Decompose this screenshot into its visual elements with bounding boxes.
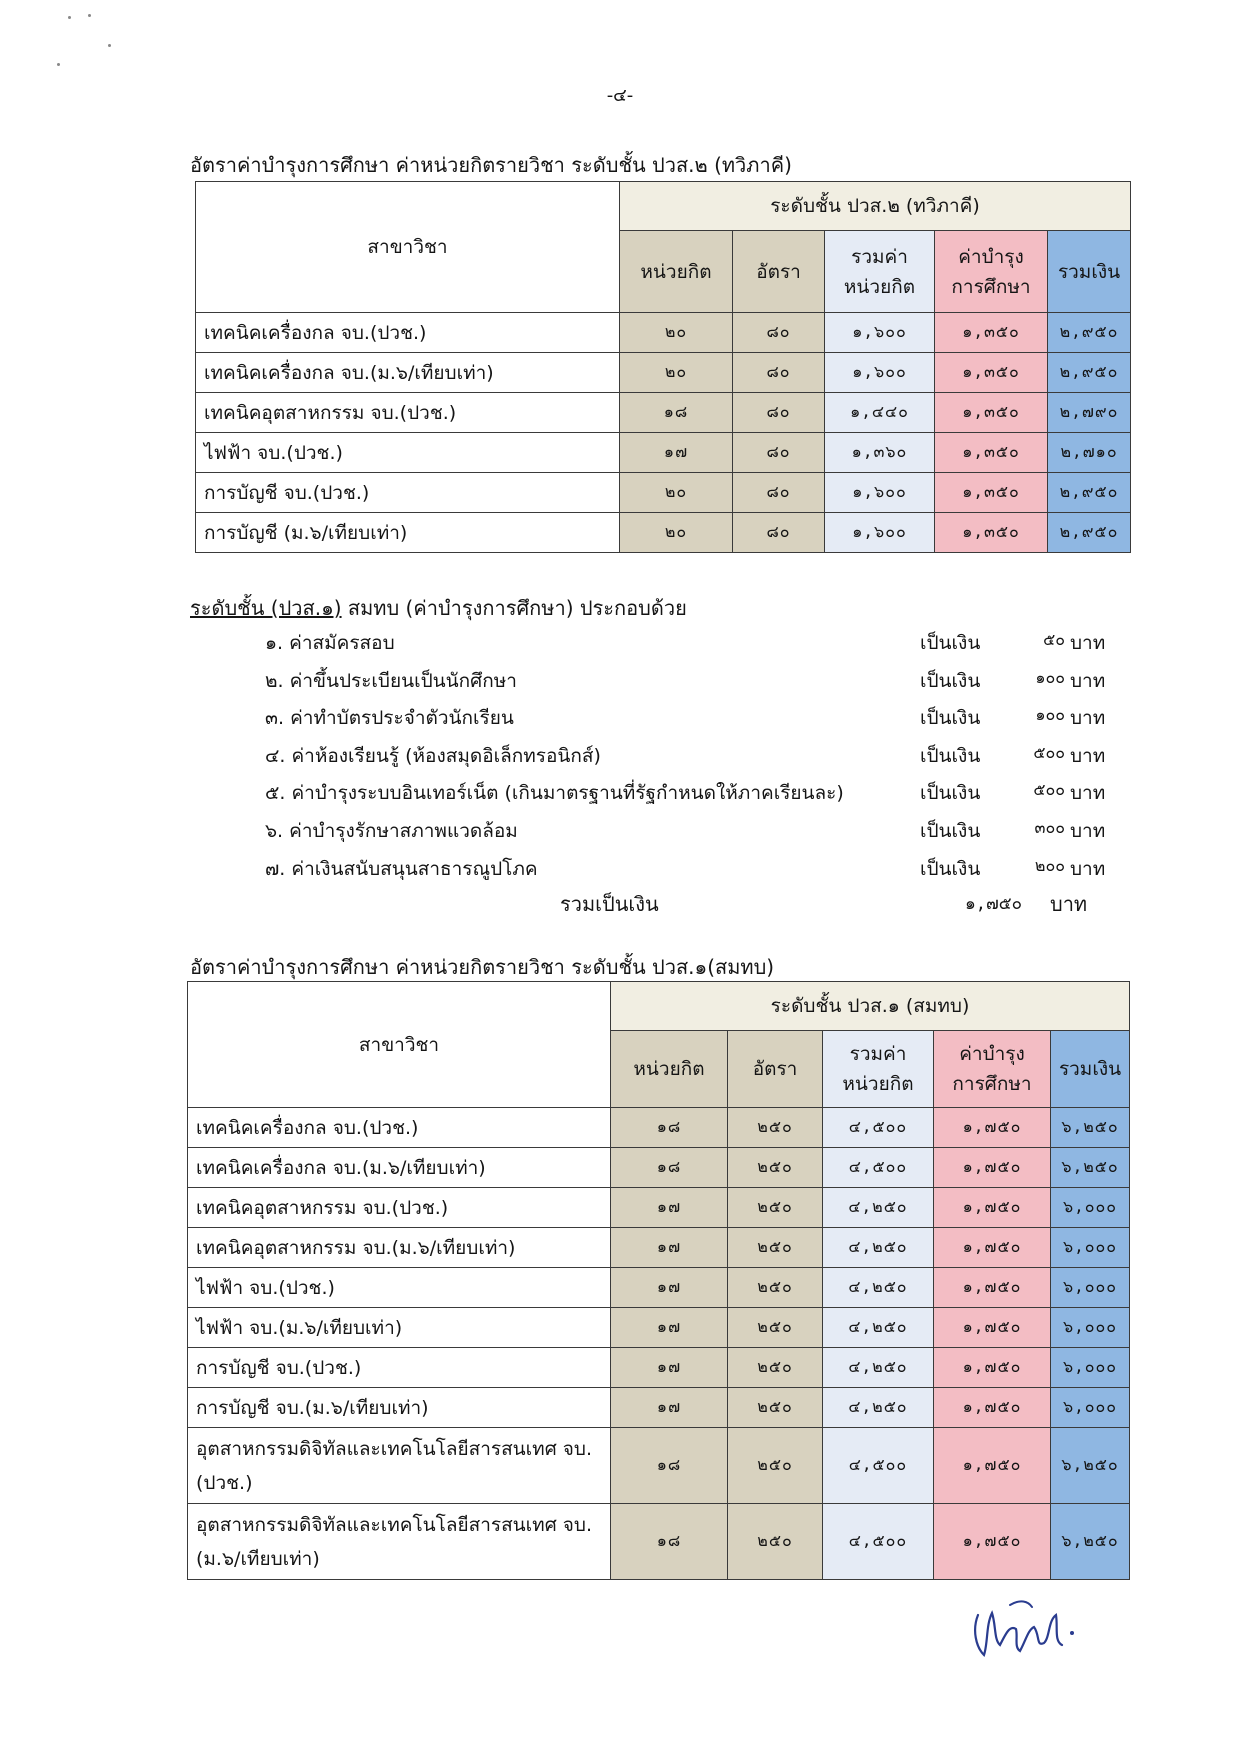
rate-cell: ๒๕๐ (728, 1308, 823, 1348)
maintenance-cell: ๑,๗๕๐ (934, 1428, 1051, 1504)
credit-cell: ๑๗ (611, 1308, 728, 1348)
total-cell: ๒,๙๕๐ (1048, 313, 1131, 353)
table-row (196, 433, 1131, 473)
fee-item (265, 699, 1106, 737)
major-name: การบัญชี จบ.(ปวช.) (188, 1348, 611, 1388)
fee-item-unit: บาท (1070, 857, 1106, 880)
credit-cell: ๑๗ (611, 1388, 728, 1428)
credit-cell: ๑๘ (611, 1504, 728, 1580)
credit-cell: ๑๘ (611, 1108, 728, 1148)
fee-item-label: ๓. ค่าทำบัตรประจำตัวนักเรียน (265, 707, 514, 730)
maintenance-cell: ๑,๗๕๐ (934, 1504, 1051, 1580)
credit-total-cell: ๔,๒๕๐ (823, 1268, 934, 1308)
major-name: อุตสาหกรรมดิจิทัลและเทคโนโลยีสารสนเทศ จบ.(ม.๖/เทียบเท่า) (188, 1504, 611, 1580)
table-row (188, 1148, 1130, 1188)
fee-item-amount: ๒๐๐ (1034, 855, 1065, 875)
fee-item-unit: บาท (1070, 819, 1106, 842)
major-name: ไฟฟ้า จบ.(ม.๖/เทียบเท่า) (188, 1308, 611, 1348)
credit-cell: ๑๘ (611, 1148, 728, 1188)
fee-item-amount: ๕๐๐ (1033, 780, 1065, 800)
total-cell: ๒,๗๙๐ (1048, 393, 1131, 433)
rate-cell: ๘๐ (733, 473, 825, 513)
rate-cell: ๒๕๐ (728, 1504, 823, 1580)
major-name: ไฟฟ้า จบ.(ปวช.) (188, 1268, 611, 1308)
fee-item-amount: ๑๐๐ (1035, 667, 1065, 687)
fee-item-unit: บาท (1070, 744, 1106, 767)
maintenance-cell: ๑,๗๕๐ (934, 1268, 1051, 1308)
header-rate: อัตรา (733, 231, 825, 313)
rate-cell: ๘๐ (733, 393, 825, 433)
credit-total-cell: ๔,๕๐๐ (823, 1108, 934, 1148)
table-row (188, 1108, 1130, 1148)
fee-item-unit: บาท (1070, 707, 1106, 730)
rate-cell: ๘๐ (733, 353, 825, 393)
fee-list-heading-level: ระดับชั้น (ปวส.๑) (190, 596, 342, 620)
header-total: รวมเงิน (1051, 1031, 1130, 1108)
major-name: อุตสาหกรรมดิจิทัลและเทคโนโลยีสารสนเทศ จบ.(ปวช.) (188, 1428, 611, 1504)
major-name: ไฟฟ้า จบ.(ปวช.) (196, 433, 620, 473)
credit-total-cell: ๔,๕๐๐ (823, 1148, 934, 1188)
total-cell: ๖,๐๐๐ (1051, 1228, 1130, 1268)
rate-cell: ๒๕๐ (728, 1228, 823, 1268)
header-major: สาขาวิชา (196, 182, 620, 313)
fee-table-pvs1 (187, 981, 1130, 1580)
header-rate: อัตรา (728, 1031, 823, 1108)
fee-item-label: ๔. ค่าห้องเรียนรู้ (ห้องสมุดอิเล็กทรอนิกส์) (265, 744, 601, 767)
table-row (188, 1388, 1130, 1428)
table2-title: อัตราค่าบำรุงการศึกษา ค่าหน่วยกิตรายวิชา ระดับชั้น ปวส.๑(สมทบ) (190, 955, 775, 979)
table-row (188, 1268, 1130, 1308)
fee-total-label: รวมเป็นเงิน (560, 892, 659, 916)
total-cell: ๖,๒๕๐ (1051, 1428, 1130, 1504)
major-name: เทคนิคเครื่องกล จบ.(ม.๖/เทียบเท่า) (196, 353, 620, 393)
fee-item-unit: บาท (1070, 632, 1106, 654)
credit-total-cell: ๔,๕๐๐ (823, 1504, 934, 1580)
rate-cell: ๒๕๐ (728, 1428, 823, 1504)
maintenance-cell: ๑,๗๕๐ (934, 1388, 1051, 1428)
fee-list (265, 624, 1106, 887)
table-row (196, 513, 1131, 553)
fee-item-amount: ๕๐ (1043, 630, 1065, 649)
total-cell: ๒,๙๕๐ (1048, 353, 1131, 393)
table1-title: อัตราค่าบำรุงการศึกษา ค่าหน่วยกิตรายวิชา ระดับชั้น ปวส.๒ (ทวิภาคี) (190, 153, 792, 177)
total-cell: ๖,๒๕๐ (1051, 1504, 1130, 1580)
fee-item-prefix: เป็นเงิน (920, 707, 981, 730)
credit-total-cell: ๑,๖๐๐ (825, 473, 935, 513)
credit-cell: ๑๗ (611, 1348, 728, 1388)
header-credit: หน่วยกิต (620, 231, 733, 313)
maintenance-cell: ๑,๓๕๐ (935, 353, 1048, 393)
major-name: เทคนิคอุตสาหกรรม จบ.(ปวช.) (196, 393, 620, 433)
total-cell: ๒,๗๑๐ (1048, 433, 1131, 473)
total-cell: ๖,๐๐๐ (1051, 1308, 1130, 1348)
credit-cell: ๑๗ (611, 1268, 728, 1308)
table-row (188, 1428, 1130, 1504)
header-credit: หน่วยกิต (611, 1031, 728, 1108)
fee-item-prefix: เป็นเงิน (920, 819, 981, 842)
credit-cell: ๑๗ (620, 433, 733, 473)
credit-total-cell: ๔,๒๕๐ (823, 1188, 934, 1228)
credit-total-cell: ๑,๖๐๐ (825, 313, 935, 353)
major-name: การบัญชี จบ.(ม.๖/เทียบเท่า) (188, 1388, 611, 1428)
header-maintenance: ค่าบำรุง การศึกษา (934, 1031, 1051, 1108)
table-row (196, 393, 1131, 433)
total-cell: ๖,๐๐๐ (1051, 1388, 1130, 1428)
total-cell: ๒,๙๕๐ (1048, 513, 1131, 553)
header-level: ระดับชั้น ปวส.๒ (ทวิภาคี) (620, 182, 1131, 231)
credit-total-cell: ๑,๖๐๐ (825, 353, 935, 393)
fee-item-prefix: เป็นเงิน (920, 782, 981, 805)
maintenance-cell: ๑,๓๕๐ (935, 433, 1048, 473)
fee-item-unit: บาท (1070, 669, 1106, 692)
maintenance-cell: ๑,๗๕๐ (934, 1188, 1051, 1228)
credit-cell: ๑๗ (611, 1228, 728, 1268)
credit-total-cell: ๔,๒๕๐ (823, 1348, 934, 1388)
maintenance-cell: ๑,๗๕๐ (934, 1228, 1051, 1268)
credit-total-cell: ๔,๒๕๐ (823, 1388, 934, 1428)
total-cell: ๒,๙๕๐ (1048, 473, 1131, 513)
fee-item-amount: ๕๐๐ (1033, 742, 1065, 762)
header-level: ระดับชั้น ปวส.๑ (สมทบ) (611, 982, 1130, 1031)
major-name: การบัญชี (ม.๖/เทียบเท่า) (196, 513, 620, 553)
fee-item (265, 737, 1106, 775)
major-name: การบัญชี จบ.(ปวช.) (196, 473, 620, 513)
fee-item-label: ๑. ค่าสมัครสอบ (265, 632, 395, 654)
fee-item-prefix: เป็นเงิน (920, 632, 981, 654)
major-name: เทคนิคอุตสาหกรรม จบ.(ปวช.) (188, 1188, 611, 1228)
total-cell: ๖,๒๕๐ (1051, 1108, 1130, 1148)
header-major: สาขาวิชา (188, 982, 611, 1108)
table-row (188, 1188, 1130, 1228)
maintenance-cell: ๑,๗๕๐ (934, 1148, 1051, 1188)
credit-cell: ๑๘ (611, 1428, 728, 1504)
table-row (188, 1228, 1130, 1268)
fee-item-label: ๕. ค่าบำรุงระบบอินเทอร์เน็ต (เกินมาตรฐานที่รัฐกำหนดให้ภาคเรียนละ) (265, 782, 844, 805)
rate-cell: ๒๕๐ (728, 1388, 823, 1428)
credit-total-cell: ๔,๕๐๐ (823, 1428, 934, 1504)
table-row (196, 473, 1131, 513)
table-row (188, 1504, 1130, 1580)
total-cell: ๖,๒๕๐ (1051, 1148, 1130, 1188)
fee-item (265, 774, 1106, 812)
header-credit-total: รวมค่า หน่วยกิต (823, 1031, 934, 1108)
fee-total-unit: บาท (1050, 892, 1088, 916)
fee-item-label: ๒. ค่าขึ้นประเบียนเป็นนักศึกษา (265, 669, 517, 692)
fee-table-pvs2 (195, 181, 1131, 553)
credit-total-cell: ๑,๔๔๐ (825, 393, 935, 433)
maintenance-cell: ๑,๗๕๐ (934, 1348, 1051, 1388)
fee-item-label: ๖. ค่าบำรุงรักษาสภาพแวดล้อม (265, 819, 518, 842)
fee-item-prefix: เป็นเงิน (920, 669, 981, 692)
credit-cell: ๑๘ (620, 393, 733, 433)
total-cell: ๖,๐๐๐ (1051, 1268, 1130, 1308)
major-name: เทคนิคอุตสาหกรรม จบ.(ม.๖/เทียบเท่า) (188, 1228, 611, 1268)
fee-item-unit: บาท (1070, 782, 1106, 805)
fee-list-heading-text: สมทบ (ค่าบำรุงการศึกษา) ประกอบด้วย (341, 596, 687, 620)
rate-cell: ๒๕๐ (728, 1188, 823, 1228)
fee-item-prefix: เป็นเงิน (920, 744, 981, 767)
credit-cell: ๑๗ (611, 1188, 728, 1228)
maintenance-cell: ๑,๓๕๐ (935, 313, 1048, 353)
maintenance-cell: ๑,๓๕๐ (935, 473, 1048, 513)
header-maintenance: ค่าบำรุง การศึกษา (935, 231, 1048, 313)
major-name: เทคนิคเครื่องกล จบ.(ปวช.) (196, 313, 620, 353)
major-name: เทคนิคเครื่องกล จบ.(ม.๖/เทียบเท่า) (188, 1148, 611, 1188)
page-number: -๔- (606, 85, 634, 106)
maintenance-cell: ๑,๓๕๐ (935, 513, 1048, 553)
maintenance-cell: ๑,๓๕๐ (935, 393, 1048, 433)
credit-total-cell: ๑,๓๖๐ (825, 433, 935, 473)
total-cell: ๖,๐๐๐ (1051, 1188, 1130, 1228)
credit-total-cell: ๔,๒๕๐ (823, 1228, 934, 1268)
handwritten-signature-icon (970, 1585, 1080, 1660)
rate-cell: ๒๕๐ (728, 1108, 823, 1148)
maintenance-cell: ๑,๗๕๐ (934, 1108, 1051, 1148)
fee-item-amount: ๓๐๐ (1034, 817, 1065, 837)
fee-item (265, 812, 1106, 850)
credit-cell: ๒๐ (620, 473, 733, 513)
major-name: เทคนิคเครื่องกล จบ.(ปวช.) (188, 1108, 611, 1148)
fee-item (265, 850, 1106, 888)
header-total: รวมเงิน (1048, 231, 1131, 313)
rate-cell: ๘๐ (733, 433, 825, 473)
fee-list-heading (190, 592, 687, 624)
fee-item (265, 624, 1106, 662)
rate-cell: ๘๐ (733, 513, 825, 553)
table-row (196, 353, 1131, 393)
table-row (196, 313, 1131, 353)
total-cell: ๖,๐๐๐ (1051, 1348, 1130, 1388)
credit-cell: ๒๐ (620, 513, 733, 553)
credit-cell: ๒๐ (620, 353, 733, 393)
rate-cell: ๒๕๐ (728, 1348, 823, 1388)
credit-total-cell: ๔,๒๕๐ (823, 1308, 934, 1348)
table-row (188, 1348, 1130, 1388)
fee-item-prefix: เป็นเงิน (920, 857, 981, 880)
fee-item (265, 662, 1106, 700)
credit-cell: ๒๐ (620, 313, 733, 353)
header-credit-total: รวมค่า หน่วยกิต (825, 231, 935, 313)
credit-total-cell: ๑,๖๐๐ (825, 513, 935, 553)
fee-item-label: ๗. ค่าเงินสนับสนุนสาธารณูปโภค (265, 857, 538, 880)
table-row (188, 1308, 1130, 1348)
fee-total-amount: ๑,๗๕๐ (965, 894, 1023, 914)
rate-cell: ๒๕๐ (728, 1268, 823, 1308)
rate-cell: ๒๕๐ (728, 1148, 823, 1188)
fee-item-amount: ๑๐๐ (1035, 705, 1065, 725)
maintenance-cell: ๑,๗๕๐ (934, 1308, 1051, 1348)
rate-cell: ๘๐ (733, 313, 825, 353)
